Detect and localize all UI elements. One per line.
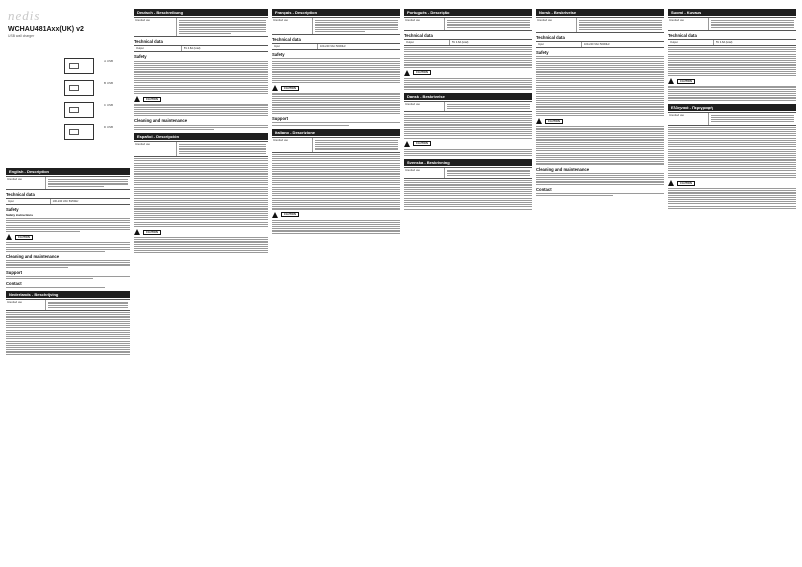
cleaning-heading: Cleaning and maintenance xyxy=(536,166,590,172)
column-1 xyxy=(6,6,130,561)
caution-label: CAUTION xyxy=(143,230,161,235)
section-heading: Español - Descripción xyxy=(134,133,268,140)
port-label: D USB xyxy=(103,125,113,129)
caution-label: CAUTION xyxy=(545,119,563,124)
warning-icon xyxy=(272,85,278,91)
warning-icon xyxy=(536,118,542,124)
usb-port-d xyxy=(64,124,113,140)
contact-heading: Contact xyxy=(536,186,552,192)
section-english xyxy=(6,168,130,288)
caution-label: CAUTION xyxy=(15,235,33,240)
warning-icon xyxy=(404,70,410,76)
port-label: A USB xyxy=(104,59,113,63)
section-heading: Français - Description xyxy=(272,9,400,16)
tech-data-heading: Technical data xyxy=(668,32,697,38)
section-norwegian xyxy=(536,9,664,196)
lead-key: Intended use xyxy=(272,138,313,152)
tech-data-heading: Technical data xyxy=(272,37,301,43)
caution-label: CAUTION xyxy=(413,70,431,75)
tech-key: Input xyxy=(272,44,318,49)
section-danish xyxy=(404,93,532,157)
column-3 xyxy=(272,6,400,561)
section-heading: Suomi - Kuvaus xyxy=(668,9,796,16)
caution-label: CAUTION xyxy=(281,212,299,217)
section-heading: Dansk - Beskrivelse xyxy=(404,93,532,100)
tech-data-heading: Technical data xyxy=(536,35,565,41)
product-illustration xyxy=(64,58,113,138)
lead-key: Intended use xyxy=(6,300,46,310)
section-portuguese xyxy=(404,9,532,90)
usb-port-c xyxy=(64,102,113,118)
section-swedish xyxy=(404,159,532,209)
section-dutch xyxy=(6,291,130,354)
port-label: C USB xyxy=(103,103,113,107)
caution-label: CAUTION xyxy=(281,86,299,91)
warning-icon xyxy=(6,234,12,240)
lead-key: Intended use xyxy=(404,18,445,30)
column-2 xyxy=(134,6,268,561)
tech-key: Input xyxy=(6,199,51,204)
product-subtitle: USB wall charger xyxy=(8,34,35,38)
section-heading: English - Description xyxy=(6,168,130,175)
safety-sub: Safety instructions xyxy=(6,212,34,217)
section-italian xyxy=(272,129,400,234)
usb-port-a xyxy=(64,58,113,74)
section-spanish xyxy=(134,133,268,253)
tech-value: 100-240 VAC 50/60Hz xyxy=(52,199,79,203)
support-heading: Support xyxy=(6,269,23,275)
safety-heading: Safety xyxy=(6,206,19,212)
cleaning-heading: Cleaning and maintenance xyxy=(6,254,60,259)
section-finnish xyxy=(668,9,796,101)
section-heading: Italiano - Descrizione xyxy=(272,129,400,136)
tech-value: 5V 4.8A (total) xyxy=(451,40,469,44)
warning-icon xyxy=(272,212,278,218)
section-heading: Ελληνικά - Περιγραφή xyxy=(668,104,796,111)
tech-key: Output xyxy=(668,40,714,45)
caution-label: CAUTION xyxy=(413,141,431,146)
lead-key: Intended use xyxy=(404,102,445,112)
safety-heading: Safety xyxy=(272,52,285,58)
lead-key: Intended use xyxy=(668,113,709,125)
usb-port-b xyxy=(64,80,113,96)
warning-icon xyxy=(134,229,140,235)
column-6 xyxy=(668,6,796,561)
section-heading: Nederlands - Beschrijving xyxy=(6,291,130,298)
caution-label: CAUTION xyxy=(677,181,695,186)
tech-data-heading: Technical data xyxy=(404,32,433,38)
port-label: B USB xyxy=(103,81,113,85)
section-heading: Svenska - Beskrivning xyxy=(404,159,532,166)
model-title: WCHAU481Axx(UK) v2 xyxy=(8,26,84,33)
tech-key: Output xyxy=(404,40,450,45)
tech-table xyxy=(6,198,130,205)
caution-row xyxy=(6,234,130,240)
warning-icon xyxy=(668,78,674,84)
column-4 xyxy=(404,6,532,561)
warning-icon xyxy=(404,141,410,147)
lead-key: Intended use xyxy=(536,18,577,32)
caution-label: CAUTION xyxy=(677,79,695,84)
body-text xyxy=(6,218,130,232)
tech-key: Output xyxy=(134,46,182,51)
column-5 xyxy=(536,6,664,561)
lead-key: Intended use xyxy=(134,18,177,36)
lead-table xyxy=(6,176,130,190)
support-heading: Support xyxy=(272,116,289,122)
lead-key: Intended use xyxy=(134,142,177,156)
caution-label: CAUTION xyxy=(143,97,161,102)
safety-heading: Safety xyxy=(134,54,147,60)
brand-logo: nedis xyxy=(8,8,41,23)
warning-icon xyxy=(134,96,140,102)
section-heading: Deutsch - Beschreibung xyxy=(134,9,268,16)
section-german xyxy=(134,9,268,130)
tech-value: 100-240 VAC 50/60Hz xyxy=(319,45,346,49)
tech-value: 5V 4.8A (total) xyxy=(183,47,201,51)
cleaning-heading: Cleaning and maintenance xyxy=(134,118,188,124)
lead-key: Intended use xyxy=(404,168,445,178)
section-heading: Norsk - Beskrivelse xyxy=(536,9,664,16)
tech-data-heading: Technical data xyxy=(134,39,163,45)
lead-key: Intended use xyxy=(272,18,313,34)
tech-value: 5V 4.8A (total) xyxy=(715,40,733,44)
lead-key: Intended use xyxy=(668,18,709,30)
tech-data-heading: Technical data xyxy=(6,191,35,197)
contact-heading: Contact xyxy=(6,281,22,287)
section-french xyxy=(272,9,400,126)
lead-key: Intended use xyxy=(6,177,46,189)
tech-value: 100-240 VAC 50/60Hz xyxy=(583,43,610,47)
section-greek xyxy=(668,104,796,209)
warning-icon xyxy=(668,180,674,186)
section-heading: Português - Descrição xyxy=(404,9,532,16)
safety-heading: Safety xyxy=(536,50,549,56)
tech-key: Input xyxy=(536,42,582,47)
